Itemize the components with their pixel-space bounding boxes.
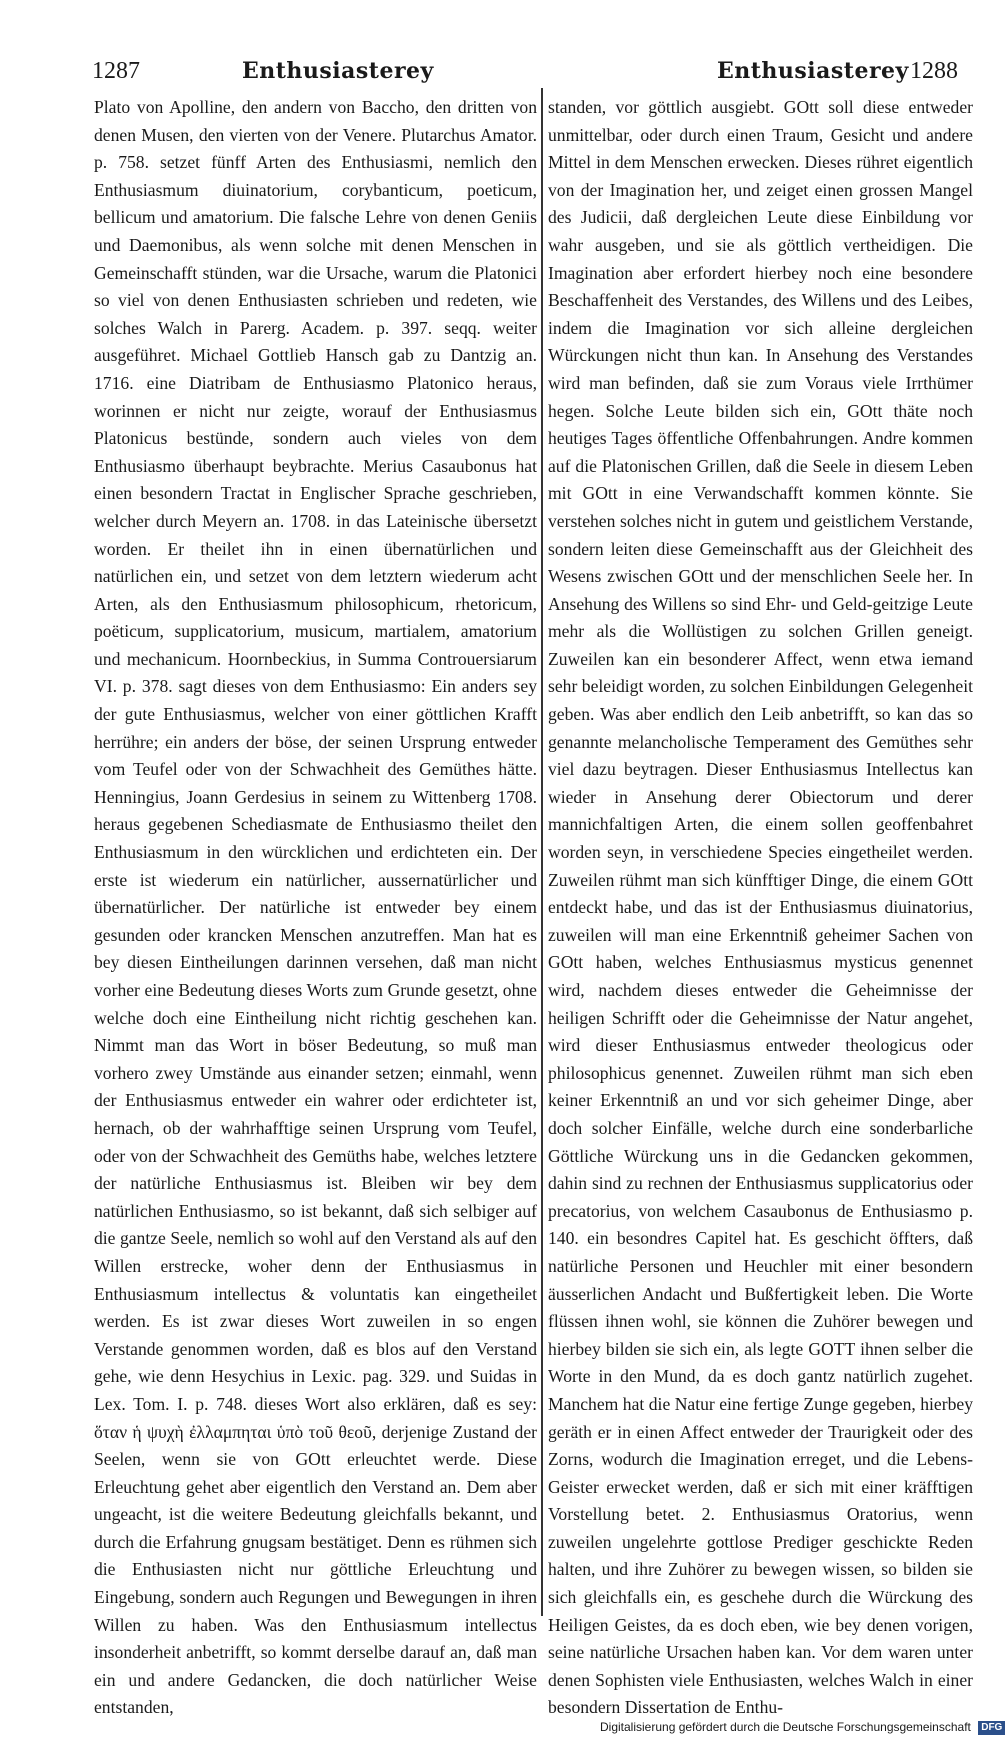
digitization-footer — [600, 1718, 1003, 1736]
running-header — [92, 56, 972, 92]
column-divider — [541, 88, 543, 1616]
left-column-text: Plato von Apolline, den andern von Baccho, den dritten von denen Musen, den vierten von der Venere. Plutarchus Amator. p. 758. setzet fünff Arten des Enthusiasmi, nemlich den Enthusiasmum diuinatorium, corybanticum, poeticum, bellicum und amatorium. Die falsche Lehre von denen Geniis und Daemonibus, als wenn solche mit denen Menschen in Gemeinschafft stünden, war die Ursache, warum die Platonici so viel von denen Enthusiasten schrieben und redeten, wie solches Walch in Parerg. Academ. p. 397. seqq. weiter ausgeführet. Michael Gottlieb Hansch gab zu Dantzig an. 1716. eine Diatribam de Enthusiasmo Platonico heraus, worinnen er nicht nur zeigte, worauf der Enthusiasmus Platonicus bestünde, sondern auch vieles von dem Enthusiasmo überhaupt beybrachte. Merius Casaubonus hat einen besondern Tractat in Englischer Sprache geschrieben, welcher durch Meyern an. 1708. in das Lateinische übersetzt worden. Er theilet ihn in einen übernatürlichen und natürlichen ein, und setzet von dem letztern wiederum acht Arten, als den Enthusiasmum philosophicum, rhetoricum, poëticum, supplicatorium, musicum, martialem, amatorium und mechanicum. Hoornbeckius, in Summa Controuersiarum VI. p. 378. sagt dieses von dem Enthusiasmo: Ein anders sey der gute Enthusiasmus, welcher von einer göttlichen Krafft herrühre; ein anders der böse, der seinen Ursprung entweder vom Teufel oder von der Schwachheit des Gemüthes hätte. Henningius, Joann Gerdesius in seinem zu Wittenberg 1708. heraus gegebenen Schediasmate de Enthusiasmo theilet den Enthusiasmum in den würcklichen und erdichteten ein. Der erste ist wiederum ein natürlicher, aussernatürlicher und übernatürlicher. Der natürliche ist entweder bey einem gesunden oder krancken Menschen anzutreffen. Man hat es bey diesen Eintheilungen darinnen versehen, daß man nicht vorher eine Bedeutung dieses Worts zum Grunde gesetzt, ohne welche doch eine Eintheilung nicht richtig geschehen kan. Nimmt man das Wort in böser Bedeutung, so muß man vorhero zwey Umstände aus einander setzen; einmahl, wenn der Enthusiasmus entweder ein wahrer oder erdichteter ist, hernach, ob der wahrhafftige seinen Ursprung vom Teufel, oder von der Schwachheit des Gemüths habe, welches letztere der natürliche Enthusiasmus ist. Bleiben wir bey dem natürlichen Enthusiasmo, so ist bekannt, daß sich selbiger auf die gantze Seele, nemlich so wohl auf den Verstand als auf den Willen erstrecke, woher denn der Enthusiasmus in Enthusiasmum intellectus & voluntatis kan eingetheilet werden. Es ist zwar dieses Wort zuweilen in so engen Verstande genommen worden, daß es blos auf den Verstand gehe, wie denn Hesychius in Lexic. pag. 329. und Suidas in Lex. Tom. I. p. 748. dieses Wort also erklären, daß es sey: ὅταν ἡ ψυχὴ ἐλλαμπηται ὑπὸ τοῦ θεοῦ, derjenige Zustand der Seelen, wenn sie von GOtt erleuchtet werde. Diese Erleuchtung gehet aber eigentlich den Verstand an. Dem aber ungeacht, ist die weitere Bedeutung gleichfalls bekannt, und durch die Erfahrung gnugsam bestätiget. Denn es rühmen sich die Enthusiasten nicht nur göttliche Erleuchtung und Eingebung, sondern auch Regungen und Bewegungen in ihren Willen zu haben. Was den Enthusiasmum intellectus insonderheit anbetrifft, so kommt derselbe darauf an, daß man ein und andere Gedancken, die doch natürlicher Weise entstanden, — [94, 97, 537, 1718]
running-title-right: Enthusiasterey — [717, 58, 909, 84]
page-number-right: 1288 — [910, 58, 958, 84]
left-column — [94, 94, 537, 1722]
right-column — [548, 94, 973, 1722]
dfg-logo: DFG — [978, 1721, 1005, 1735]
page-number-left: 1287 — [92, 58, 140, 84]
running-title-left: Enthusiasterey — [242, 58, 434, 84]
footer-text: Digitalisierung gefördert durch die Deutsche Forschungsgemeinschaft — [600, 1720, 971, 1734]
right-column-text: standen, vor göttlich ausgiebt. GOtt soll diese entweder unmittelbar, oder durch einen Traum, Gesicht und andere Mittel in dem Menschen erwecken. Dieses rühret eigentlich von der Imagination her, und zeiget einen grossen Mangel des Judicii, daß dergleichen Leute diese Einbildung vor wahr ausgeben, und sie als göttlich vertheidigen. Die Imagination aber erfordert hierbey noch eine besondere Beschaffenheit des Verstandes, des Willens und des Leibes, indem die Imagination vor sich alleine dergleichen Würckungen nicht thun kan. In Ansehung des Verstandes wird man befinden, daß sie zum Voraus viele Irrthümer hegen. Solche Leute bilden sich ein, GOtt thäte noch heutiges Tages öffentliche Offenbahrungen. Andre kommen auf die Platonischen Grillen, daß die Seele in diesem Leben mit GOtt in eine Verwandschafft kommen könnte. Sie verstehen solches nicht in gutem und geistlichem Verstande, sondern leiten diese Gemeinschafft aus der Gleichheit des Wesens zwischen GOtt und der menschlichen Seele her. In Ansehung des Willens so sind Ehr- und Geld-geitzige Leute mehr als die Wollüstigen zu solchen Grillen geneigt. Zuweilen kan ein besonderer Affect, wenn etwa iemand sehr beleidigt worden, zu solchen Einbildungen Gelegenheit geben. Was aber endlich den Leib anbetrifft, so kan das so genannte melancholische Temperament des Gemüthes sehr viel dazu beytragen. Dieser Enthusiasmus Intellectus kan wieder in Ansehung derer Obiectorum und derer mannichfaltigen Arten, die einem sollen geoffenbahret worden seyn, in verschiedene Species eingetheilet werden. Zuweilen rühmt man sich künfftiger Dinge, die einem GOtt entdeckt habe, und das ist der Enthusiasmus diuinatorius, zuweilen will man eine Erkenntniß geheimer Sachen von GOtt haben, welches Enthusiasmus mysticus genennet wird, nachdem dieses entweder die Geheimnisse der heiligen Schrifft oder die Geheimnisse der Natur angehet, wird dieser Enthusiasmus entweder theologicus oder philosophicus genennet. Zuweilen rühmt man sich eben keiner Erkenntniß an und vor sich geheimer Dinge, aber doch solcher Einfälle, welche durch eine sonderbarliche Göttliche Würckung uns in die Gedancken gekommen, dahin sind zu rechnen der Enthusiasmus supplicatorius oder precatorius, von welchem Casaubonus de Enthusiasmo p. 140. ein besondres Capitel hat. Es geschicht öffters, daß natürliche Personen und Heuchler mit einer besondern äusserlichen Andacht und Bußfertigkeit leben. Die Worte flüssen ihnen wohl, sie können die Zuhörer bewegen und hierbey bilden sie sich ein, als legte GOTT ihnen selber die Worte in den Mund, da es doch gantz natürlich zugehet. Manchem hat die Natur eine fertige Zunge gegeben, hierbey geräth er in einen Affect entweder der Traurigkeit oder des Zorns, wodurch die Imagination erreget, und die Lebens-Geister erwecket werden, daß er sich mit einer kräfftigen Vorstellung betet. 2. Enthusiasmus Oratorius, wenn zuweilen ungelehrte gottlose Prediger geschickte Reden halten, und ihre Zuhörer zu bewegen wissen, so bilden sie sich gleichfalls ein, es geschehe durch die Würckung des Heiligen Geistes, da es doch eben, wie bey denen vorigen, seine natürliche Ursachen haben kan. Vor dem waren unter denen Sophisten viele Enthusiasten, welches Walch in einer besondern Dissertation de Enthu- — [548, 97, 973, 1718]
